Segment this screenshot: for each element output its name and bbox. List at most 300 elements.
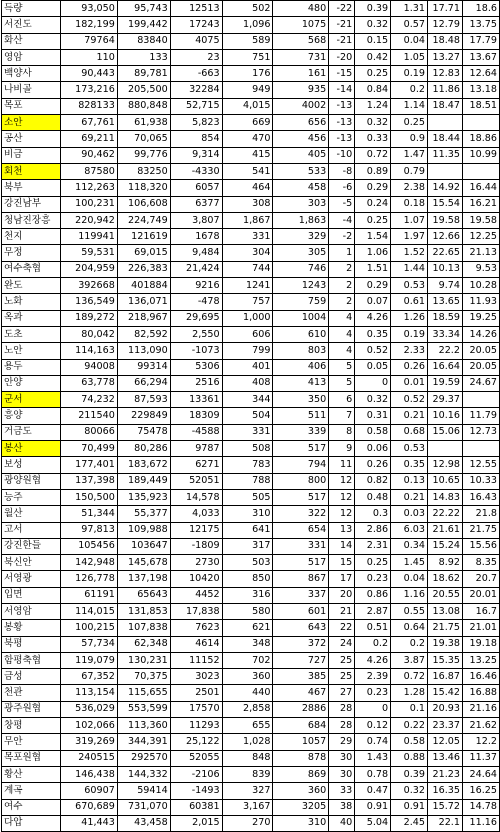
value-cell[interactable]: 0.06 — [355, 441, 391, 457]
value-cell[interactable]: 0 — [355, 375, 391, 391]
value-cell[interactable]: 16.21 — [462, 196, 499, 212]
value-cell[interactable]: 0.03 — [391, 506, 428, 522]
value-cell[interactable]: 348 — [222, 636, 273, 652]
value-cell[interactable]: 669 — [222, 115, 273, 131]
value-cell[interactable]: 9.53 — [462, 261, 499, 277]
value-cell[interactable]: 0.74 — [355, 734, 391, 750]
value-cell[interactable] — [462, 163, 499, 179]
value-cell[interactable]: 0.35 — [391, 457, 428, 473]
value-cell[interactable]: 118,320 — [117, 180, 170, 196]
value-cell[interactable]: 408 — [222, 375, 273, 391]
value-cell[interactable]: 13.25 — [462, 652, 499, 668]
value-cell[interactable]: 270 — [222, 815, 273, 831]
value-cell[interactable]: 360 — [273, 783, 329, 799]
value-cell[interactable]: -22 — [329, 1, 355, 17]
value-cell[interactable]: -10 — [329, 147, 355, 163]
name-cell[interactable]: 여수축협 — [2, 261, 61, 277]
value-cell[interactable]: 702 — [222, 652, 273, 668]
value-cell[interactable]: 0.25 — [391, 115, 428, 131]
name-cell[interactable]: 용두 — [2, 359, 61, 375]
value-cell[interactable]: 105456 — [60, 538, 117, 554]
value-cell[interactable]: 229849 — [117, 408, 170, 424]
value-cell[interactable]: 504 — [222, 408, 273, 424]
value-cell[interactable]: 20.01 — [462, 587, 499, 603]
value-cell[interactable]: 22.22 — [428, 506, 463, 522]
value-cell[interactable]: 24 — [329, 636, 355, 652]
value-cell[interactable]: 21.23 — [428, 766, 463, 782]
value-cell[interactable]: 4,033 — [170, 506, 222, 522]
value-cell[interactable]: 19.25 — [462, 310, 499, 326]
value-cell[interactable]: 0.53 — [391, 278, 428, 294]
value-cell[interactable]: 21.13 — [462, 245, 499, 261]
value-cell[interactable]: 21.8 — [462, 506, 499, 522]
value-cell[interactable]: 2730 — [170, 555, 222, 571]
value-cell[interactable]: 12.79 — [428, 17, 463, 33]
value-cell[interactable]: 107,838 — [117, 620, 170, 636]
highlighted-name-cell[interactable]: 회천 — [2, 163, 61, 179]
value-cell[interactable]: 656 — [273, 115, 329, 131]
value-cell[interactable]: 137,198 — [117, 571, 170, 587]
value-cell[interactable]: 0.26 — [391, 359, 428, 375]
value-cell[interactable]: 211540 — [60, 408, 117, 424]
value-cell[interactable]: 1.43 — [355, 750, 391, 766]
value-cell[interactable]: 103647 — [117, 538, 170, 554]
value-cell[interactable]: 0.29 — [355, 180, 391, 196]
value-cell[interactable]: 16.46 — [462, 669, 499, 685]
value-cell[interactable]: 11293 — [170, 718, 222, 734]
name-cell[interactable]: 강진남부 — [2, 196, 61, 212]
value-cell[interactable]: 850 — [222, 571, 273, 587]
value-cell[interactable]: 135,923 — [117, 489, 170, 505]
value-cell[interactable]: 7 — [329, 408, 355, 424]
name-cell[interactable]: 화산 — [2, 33, 61, 49]
value-cell[interactable]: 25 — [329, 652, 355, 668]
value-cell[interactable]: 505 — [222, 489, 273, 505]
value-cell[interactable]: 1.28 — [391, 685, 428, 701]
value-cell[interactable]: 0.79 — [391, 163, 428, 179]
value-cell[interactable]: 372 — [273, 636, 329, 652]
value-cell[interactable]: 9,484 — [170, 245, 222, 261]
value-cell[interactable]: 0 — [355, 701, 391, 717]
value-cell[interactable]: 1.26 — [391, 310, 428, 326]
value-cell[interactable]: 13 — [329, 522, 355, 538]
value-cell[interactable]: 189,449 — [117, 473, 170, 489]
name-cell[interactable]: 광주원협 — [2, 701, 61, 717]
value-cell[interactable]: 0.91 — [355, 799, 391, 815]
name-cell[interactable]: 북신안 — [2, 555, 61, 571]
name-cell[interactable]: 흥양 — [2, 408, 61, 424]
value-cell[interactable]: 29 — [329, 734, 355, 750]
value-cell[interactable]: 2.31 — [355, 538, 391, 554]
value-cell[interactable]: 331 — [222, 424, 273, 440]
value-cell[interactable]: 1.06 — [355, 245, 391, 261]
value-cell[interactable]: 0.68 — [391, 424, 428, 440]
value-cell[interactable]: 18.48 — [428, 33, 463, 49]
value-cell[interactable]: 0.29 — [355, 278, 391, 294]
value-cell[interactable]: 21.75 — [428, 620, 463, 636]
value-cell[interactable]: 310 — [222, 506, 273, 522]
value-cell[interactable]: 1678 — [170, 229, 222, 245]
value-cell[interactable]: 57,734 — [60, 636, 117, 652]
value-cell[interactable]: 52051 — [170, 473, 222, 489]
value-cell[interactable]: 176 — [222, 66, 273, 82]
name-cell[interactable]: 천지 — [2, 229, 61, 245]
name-cell[interactable]: 노화 — [2, 294, 61, 310]
value-cell[interactable]: 5.04 — [355, 815, 391, 831]
value-cell[interactable]: 467 — [273, 685, 329, 701]
value-cell[interactable]: 70,499 — [60, 441, 117, 457]
value-cell[interactable]: 1.07 — [391, 212, 428, 228]
value-cell[interactable]: 145,678 — [117, 555, 170, 571]
value-cell[interactable]: 74,232 — [60, 392, 117, 408]
value-cell[interactable]: 15.06 — [428, 424, 463, 440]
value-cell[interactable]: 70,375 — [117, 669, 170, 685]
value-cell[interactable]: 11.35 — [428, 147, 463, 163]
value-cell[interactable]: 9216 — [170, 278, 222, 294]
value-cell[interactable]: 28 — [329, 701, 355, 717]
value-cell[interactable]: 12.25 — [462, 229, 499, 245]
value-cell[interactable]: 5 — [329, 375, 355, 391]
value-cell[interactable]: 22.1 — [428, 815, 463, 831]
value-cell[interactable] — [428, 115, 463, 131]
value-cell[interactable]: 16.88 — [462, 685, 499, 701]
value-cell[interactable]: 0.52 — [391, 392, 428, 408]
value-cell[interactable]: 1.31 — [391, 1, 428, 17]
value-cell[interactable]: 70,065 — [117, 131, 170, 147]
value-cell[interactable]: 22 — [329, 620, 355, 636]
value-cell[interactable]: 517 — [273, 441, 329, 457]
name-cell[interactable]: 다압 — [2, 815, 61, 831]
value-cell[interactable]: 6377 — [170, 196, 222, 212]
name-cell[interactable]: 무정 — [2, 245, 61, 261]
value-cell[interactable]: 553,599 — [117, 701, 170, 717]
value-cell[interactable]: 2,858 — [222, 701, 273, 717]
name-cell[interactable]: 북부 — [2, 180, 61, 196]
highlighted-name-cell[interactable]: 군서 — [2, 392, 61, 408]
value-cell[interactable]: 440 — [222, 685, 273, 701]
name-cell[interactable]: 안양 — [2, 375, 61, 391]
value-cell[interactable]: 20.55 — [428, 587, 463, 603]
value-cell[interactable]: 19.59 — [428, 375, 463, 391]
value-cell[interactable]: 11152 — [170, 652, 222, 668]
value-cell[interactable]: 503 — [222, 555, 273, 571]
value-cell[interactable]: 16.7 — [462, 603, 499, 619]
value-cell[interactable]: 1.47 — [391, 147, 428, 163]
value-cell[interactable]: 102,066 — [60, 718, 117, 734]
value-cell[interactable]: 30 — [329, 766, 355, 782]
value-cell[interactable]: 0.32 — [355, 115, 391, 131]
value-cell[interactable]: 0.58 — [355, 424, 391, 440]
value-cell[interactable]: 13.65 — [428, 294, 463, 310]
value-cell[interactable]: 119941 — [60, 229, 117, 245]
value-cell[interactable]: 14.92 — [428, 180, 463, 196]
value-cell[interactable]: 0.25 — [355, 212, 391, 228]
value-cell[interactable]: 10.16 — [428, 408, 463, 424]
value-cell[interactable]: 100,215 — [60, 620, 117, 636]
value-cell[interactable]: 12175 — [170, 522, 222, 538]
value-cell[interactable]: -1493 — [170, 783, 222, 799]
value-cell[interactable]: 329 — [273, 229, 329, 245]
value-cell[interactable]: 0.39 — [391, 766, 428, 782]
value-cell[interactable]: 52,715 — [170, 98, 222, 114]
value-cell[interactable]: 4,015 — [222, 98, 273, 114]
value-cell[interactable]: 67,352 — [60, 669, 117, 685]
value-cell[interactable]: 83250 — [117, 163, 170, 179]
value-cell[interactable]: 79764 — [60, 33, 117, 49]
value-cell[interactable]: 69,211 — [60, 131, 117, 147]
value-cell[interactable]: 0.55 — [391, 603, 428, 619]
value-cell[interactable]: 12.64 — [462, 66, 499, 82]
value-cell[interactable]: 33.34 — [428, 326, 463, 342]
value-cell[interactable]: 456 — [273, 131, 329, 147]
value-cell[interactable]: 119,079 — [60, 652, 117, 668]
value-cell[interactable]: 62,348 — [117, 636, 170, 652]
value-cell[interactable]: 1,028 — [222, 734, 273, 750]
value-cell[interactable]: 10.13 — [428, 261, 463, 277]
value-cell[interactable]: 11.79 — [462, 408, 499, 424]
value-cell[interactable]: 15.54 — [428, 196, 463, 212]
value-cell[interactable]: 18.51 — [462, 98, 499, 114]
value-cell[interactable]: 799 — [222, 343, 273, 359]
value-cell[interactable]: 350 — [273, 392, 329, 408]
value-cell[interactable]: 610 — [273, 326, 329, 342]
value-cell[interactable]: 17243 — [170, 17, 222, 33]
value-cell[interactable]: -4 — [329, 212, 355, 228]
value-cell[interactable] — [428, 441, 463, 457]
name-cell[interactable]: 고서 — [2, 522, 61, 538]
value-cell[interactable]: 11.86 — [428, 82, 463, 98]
value-cell[interactable]: 12.2 — [462, 734, 499, 750]
value-cell[interactable]: 731,070 — [117, 799, 170, 815]
value-cell[interactable]: 0.33 — [355, 131, 391, 147]
value-cell[interactable]: 24.67 — [462, 375, 499, 391]
value-cell[interactable]: 0.05 — [355, 359, 391, 375]
name-cell[interactable]: 목포원협 — [2, 750, 61, 766]
value-cell[interactable]: 60381 — [170, 799, 222, 815]
value-cell[interactable]: 803 — [273, 343, 329, 359]
name-cell[interactable]: 창평 — [2, 718, 61, 734]
value-cell[interactable]: 1004 — [273, 310, 329, 326]
name-cell[interactable]: 계곡 — [2, 783, 61, 799]
value-cell[interactable]: 641 — [222, 522, 273, 538]
value-cell[interactable]: 99314 — [117, 359, 170, 375]
value-cell[interactable]: 0.2 — [355, 636, 391, 652]
value-cell[interactable]: 3205 — [273, 799, 329, 815]
value-cell[interactable]: 3.87 — [391, 652, 428, 668]
value-cell[interactable]: 0.31 — [355, 408, 391, 424]
value-cell[interactable]: 12.98 — [428, 457, 463, 473]
value-cell[interactable]: -478 — [170, 294, 222, 310]
value-cell[interactable]: 15.35 — [428, 652, 463, 668]
value-cell[interactable]: 220,942 — [60, 212, 117, 228]
value-cell[interactable]: 828133 — [60, 98, 117, 114]
value-cell[interactable]: 25 — [329, 669, 355, 685]
value-cell[interactable]: 12.83 — [428, 66, 463, 82]
value-cell[interactable]: 29.37 — [428, 392, 463, 408]
name-cell[interactable]: 강진한들 — [2, 538, 61, 554]
value-cell[interactable]: 16.44 — [462, 180, 499, 196]
name-cell[interactable]: 보성 — [2, 457, 61, 473]
value-cell[interactable]: 13.27 — [428, 49, 463, 65]
value-cell[interactable]: 17 — [329, 571, 355, 587]
value-cell[interactable]: 7623 — [170, 620, 222, 636]
value-cell[interactable]: 949 — [222, 82, 273, 98]
name-cell[interactable]: 비금 — [2, 147, 61, 163]
value-cell[interactable]: -2106 — [170, 766, 222, 782]
value-cell[interactable]: 319,269 — [60, 734, 117, 750]
value-cell[interactable]: 8 — [329, 424, 355, 440]
value-cell[interactable]: 131,853 — [117, 603, 170, 619]
value-cell[interactable]: 0.35 — [355, 326, 391, 342]
value-cell[interactable]: 18.44 — [428, 131, 463, 147]
value-cell[interactable]: 0.91 — [391, 799, 428, 815]
value-cell[interactable]: 240515 — [60, 750, 117, 766]
name-cell[interactable]: 봉황 — [2, 620, 61, 636]
value-cell[interactable]: 12 — [329, 473, 355, 489]
value-cell[interactable]: 10.99 — [462, 147, 499, 163]
value-cell[interactable]: 1.51 — [355, 261, 391, 277]
value-cell[interactable]: 112,263 — [60, 180, 117, 196]
value-cell[interactable]: 17570 — [170, 701, 222, 717]
value-cell[interactable]: 854 — [170, 131, 222, 147]
value-cell[interactable]: 110 — [60, 49, 117, 65]
value-cell[interactable]: 0.3 — [355, 506, 391, 522]
value-cell[interactable]: 1.14 — [391, 98, 428, 114]
value-cell[interactable]: 29,695 — [170, 310, 222, 326]
value-cell[interactable]: 0.64 — [391, 620, 428, 636]
value-cell[interactable]: 304 — [222, 245, 273, 261]
value-cell[interactable]: 1,863 — [273, 212, 329, 228]
name-cell[interactable]: 완도 — [2, 278, 61, 294]
value-cell[interactable]: 839 — [222, 766, 273, 782]
value-cell[interactable]: 3023 — [170, 669, 222, 685]
value-cell[interactable]: 415 — [222, 147, 273, 163]
value-cell[interactable]: 1.45 — [391, 555, 428, 571]
value-cell[interactable]: 1057 — [273, 734, 329, 750]
value-cell[interactable]: 12.55 — [462, 457, 499, 473]
value-cell[interactable]: -2 — [329, 229, 355, 245]
value-cell[interactable]: 344 — [222, 392, 273, 408]
value-cell[interactable]: 146,438 — [60, 766, 117, 782]
value-cell[interactable]: 40 — [329, 815, 355, 831]
value-cell[interactable]: 305 — [273, 245, 329, 261]
value-cell[interactable]: 6.03 — [391, 522, 428, 538]
value-cell[interactable]: 1241 — [222, 278, 273, 294]
name-cell[interactable]: 득량 — [2, 1, 61, 17]
value-cell[interactable]: 5306 — [170, 359, 222, 375]
value-cell[interactable]: 12.05 — [428, 734, 463, 750]
value-cell[interactable]: 21.16 — [462, 701, 499, 717]
value-cell[interactable]: 18.86 — [462, 131, 499, 147]
value-cell[interactable]: 0.88 — [391, 750, 428, 766]
value-cell[interactable]: 12.73 — [462, 424, 499, 440]
value-cell[interactable]: 0.52 — [355, 343, 391, 359]
name-cell[interactable]: 여수 — [2, 799, 61, 815]
value-cell[interactable]: 0.19 — [391, 326, 428, 342]
value-cell[interactable]: 751 — [222, 49, 273, 65]
value-cell[interactable]: -1073 — [170, 343, 222, 359]
name-cell[interactable]: 광양원협 — [2, 473, 61, 489]
name-cell[interactable]: 황산 — [2, 766, 61, 782]
value-cell[interactable]: 508 — [222, 441, 273, 457]
value-cell[interactable]: 16.64 — [428, 359, 463, 375]
value-cell[interactable]: 21.61 — [428, 522, 463, 538]
value-cell[interactable]: 727 — [273, 652, 329, 668]
value-cell[interactable]: 2,550 — [170, 326, 222, 342]
value-cell[interactable]: 90,462 — [60, 147, 117, 163]
value-cell[interactable]: 113,154 — [60, 685, 117, 701]
value-cell[interactable]: 25,122 — [170, 734, 222, 750]
value-cell[interactable]: 20.7 — [462, 571, 499, 587]
value-cell[interactable]: 392668 — [60, 278, 117, 294]
value-cell[interactable]: 880,848 — [117, 98, 170, 114]
value-cell[interactable]: 10.65 — [428, 473, 463, 489]
value-cell[interactable]: 0.21 — [391, 489, 428, 505]
value-cell[interactable]: -4588 — [170, 424, 222, 440]
value-cell[interactable]: 4452 — [170, 587, 222, 603]
value-cell[interactable]: 0.9 — [391, 131, 428, 147]
value-cell[interactable]: 60907 — [60, 783, 117, 799]
value-cell[interactable]: 316 — [222, 587, 273, 603]
value-cell[interactable]: 1.52 — [391, 245, 428, 261]
name-cell[interactable]: 도초 — [2, 326, 61, 342]
name-cell[interactable]: 천관 — [2, 685, 61, 701]
value-cell[interactable]: 52055 — [170, 750, 222, 766]
value-cell[interactable]: 21.01 — [462, 620, 499, 636]
name-cell[interactable]: 나비골 — [2, 82, 61, 98]
value-cell[interactable]: 1.16 — [391, 587, 428, 603]
name-cell[interactable]: 금성 — [2, 669, 61, 685]
value-cell[interactable]: 303 — [273, 196, 329, 212]
value-cell[interactable]: 464 — [222, 180, 273, 196]
value-cell[interactable]: 115,655 — [117, 685, 170, 701]
value-cell[interactable]: 8.92 — [428, 555, 463, 571]
name-cell[interactable]: 무안 — [2, 734, 61, 750]
value-cell[interactable]: 14.78 — [462, 799, 499, 815]
value-cell[interactable]: 0.07 — [355, 294, 391, 310]
value-cell[interactable]: 317 — [222, 538, 273, 554]
value-cell[interactable]: 14,578 — [170, 489, 222, 505]
value-cell[interactable]: 2.87 — [355, 603, 391, 619]
value-cell[interactable]: 0.21 — [391, 408, 428, 424]
value-cell[interactable]: 17.79 — [462, 33, 499, 49]
value-cell[interactable]: 90,443 — [60, 66, 117, 82]
value-cell[interactable]: 0.82 — [355, 473, 391, 489]
value-cell[interactable]: 15 — [329, 555, 355, 571]
value-cell[interactable]: 744 — [222, 261, 273, 277]
value-cell[interactable] — [462, 441, 499, 457]
value-cell[interactable]: 9 — [329, 441, 355, 457]
value-cell[interactable] — [428, 163, 463, 179]
value-cell[interactable]: 20 — [329, 587, 355, 603]
value-cell[interactable]: 65643 — [117, 587, 170, 603]
value-cell[interactable]: 67,761 — [60, 115, 117, 131]
value-cell[interactable]: 11 — [329, 457, 355, 473]
value-cell[interactable]: 94008 — [60, 359, 117, 375]
value-cell[interactable]: 4002 — [273, 98, 329, 114]
value-cell[interactable]: 1,096 — [222, 17, 273, 33]
value-cell[interactable]: 0.23 — [355, 571, 391, 587]
value-cell[interactable]: 327 — [222, 783, 273, 799]
value-cell[interactable]: 16.43 — [462, 489, 499, 505]
value-cell[interactable]: 226,383 — [117, 261, 170, 277]
name-cell[interactable]: 서영암 — [2, 603, 61, 619]
value-cell[interactable]: 1.05 — [391, 49, 428, 65]
value-cell[interactable]: -13 — [329, 115, 355, 131]
value-cell[interactable]: 80066 — [60, 424, 117, 440]
value-cell[interactable]: 788 — [222, 473, 273, 489]
value-cell[interactable]: 106,608 — [117, 196, 170, 212]
